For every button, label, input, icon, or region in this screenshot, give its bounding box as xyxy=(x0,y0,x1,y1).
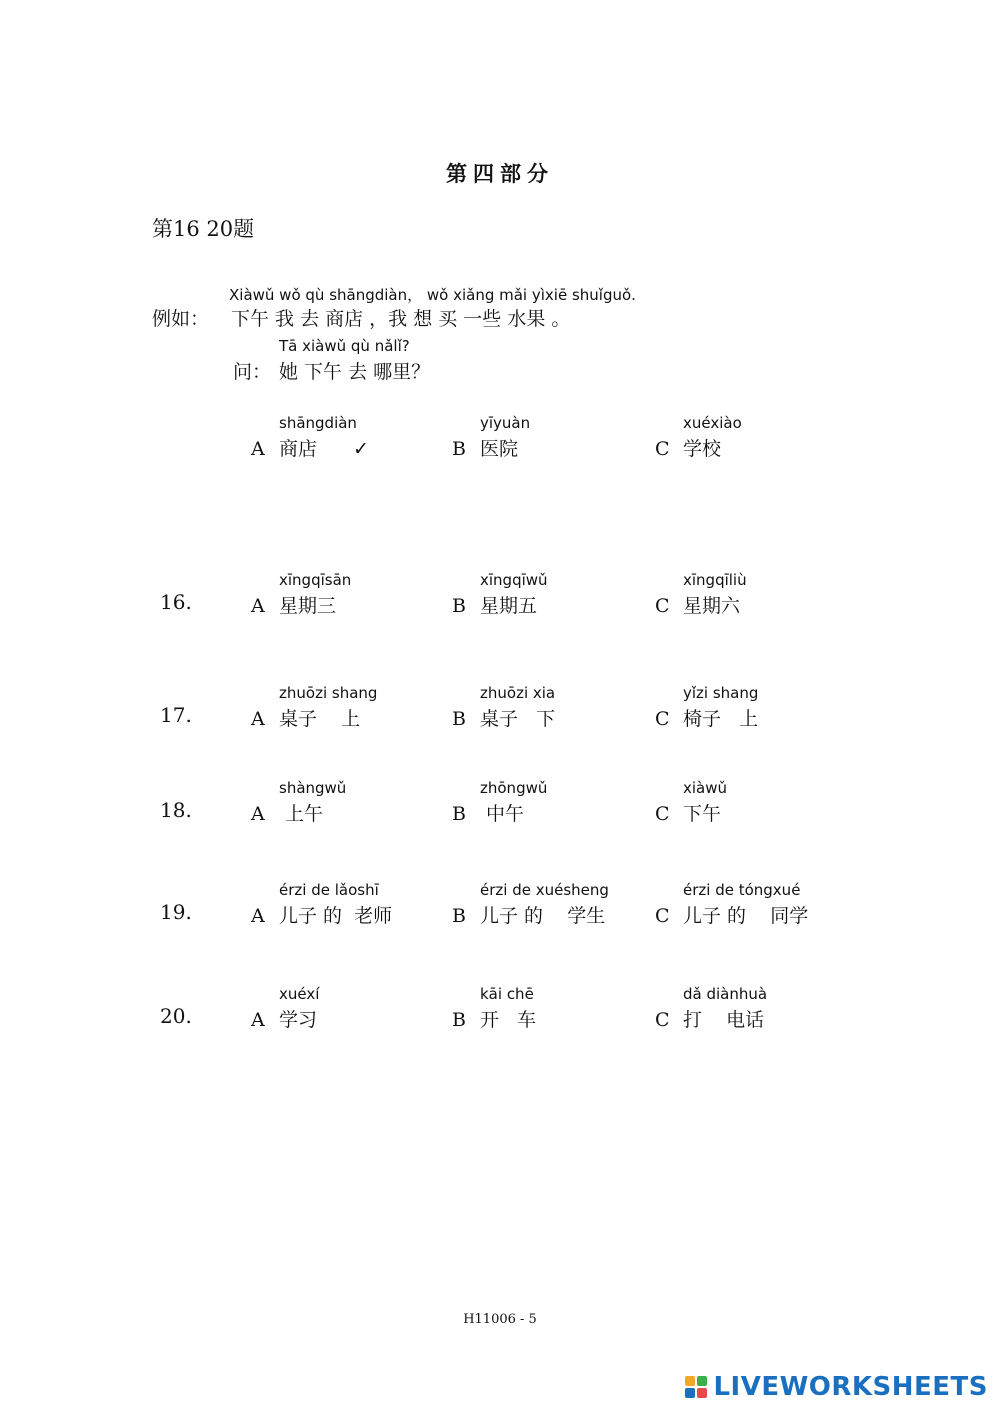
question-16-option-a[interactable] xyxy=(251,571,441,617)
option-letter: A xyxy=(251,1009,265,1031)
logo-text: LIVEWORKSHEETS xyxy=(713,1372,988,1402)
option-hanzi: 桌子 下 xyxy=(480,708,556,730)
option-pinyin: xīngqīliù xyxy=(683,571,747,589)
example-option-b[interactable] xyxy=(452,414,642,460)
question-number: 16. xyxy=(160,590,192,614)
option-text xyxy=(452,704,555,731)
question-19-option-a[interactable] xyxy=(251,881,441,927)
option-letter: B xyxy=(452,905,466,927)
question-17-option-c[interactable] xyxy=(655,684,845,730)
option-text xyxy=(655,591,740,618)
question-number: 20. xyxy=(160,1004,192,1028)
option-text xyxy=(251,799,323,826)
option-letter: A xyxy=(251,438,265,460)
option-text xyxy=(452,901,605,928)
question-19-option-c[interactable] xyxy=(655,881,845,927)
question-19-option-b[interactable] xyxy=(452,881,642,927)
option-letter: B xyxy=(452,803,466,825)
option-pinyin: zhuōzi xia xyxy=(480,684,556,702)
question-20-option-a[interactable] xyxy=(251,985,441,1031)
example-question: 她 下午 去 哪里？ xyxy=(279,361,431,383)
option-hanzi: 学校 xyxy=(683,438,722,460)
option-text xyxy=(251,704,360,731)
question-17-option-b[interactable] xyxy=(452,684,642,730)
option-pinyin: zhōngwǔ xyxy=(480,779,548,797)
option-hanzi: 医院 xyxy=(480,438,519,460)
option-letter: C xyxy=(655,708,670,730)
example-sentence: 下午 我 去 商店 ，我 想 买 一些 水果 。 xyxy=(231,308,571,330)
option-hanzi: 儿子 的 老师 xyxy=(279,905,393,927)
option-letter: A xyxy=(251,708,265,730)
option-text xyxy=(655,799,721,826)
option-pinyin: yǐzi shang xyxy=(683,684,759,702)
option-hanzi: 桌子 上 xyxy=(279,708,361,730)
section-title: 第四部分 xyxy=(446,161,554,186)
question-16-option-b[interactable] xyxy=(452,571,642,617)
checkmark-icon: ✓ xyxy=(353,438,369,460)
option-letter: B xyxy=(452,438,466,460)
question-range: 第16 20题 xyxy=(152,217,255,241)
example-pinyin-line: Xiàwǔ wǒ qù shāngdiàn， wǒ xiǎng mǎi yìxiē shuǐguǒ. xyxy=(229,286,636,304)
option-hanzi: 打 电话 xyxy=(683,1009,765,1031)
option-letter: A xyxy=(251,595,265,617)
question-20-option-b[interactable] xyxy=(452,985,642,1031)
option-pinyin: érzi de xuésheng xyxy=(480,881,609,899)
option-letter: C xyxy=(655,803,670,825)
option-pinyin: shàngwǔ xyxy=(279,779,347,797)
option-pinyin: xīngqīsān xyxy=(279,571,352,589)
question-18-option-a[interactable] xyxy=(251,779,441,825)
option-letter: C xyxy=(655,595,670,617)
option-hanzi: 下午 xyxy=(683,803,722,825)
option-pinyin: xīngqīwǔ xyxy=(480,571,548,589)
option-letter: B xyxy=(452,595,466,617)
example-option-c[interactable] xyxy=(655,414,845,460)
option-text xyxy=(655,1005,764,1032)
example-label: 例如： xyxy=(152,308,210,330)
option-hanzi: 儿子 的 学生 xyxy=(480,905,606,927)
option-hanzi: 椅子 上 xyxy=(683,708,759,730)
option-text xyxy=(655,901,808,928)
option-letter: C xyxy=(655,905,670,927)
question-18-option-c[interactable] xyxy=(655,779,845,825)
option-pinyin: zhuōzi shang xyxy=(279,684,378,702)
option-pinyin: xiàwǔ xyxy=(683,779,728,797)
option-text xyxy=(251,591,336,618)
option-text xyxy=(655,704,758,731)
example-question-label: 问： xyxy=(233,361,272,383)
option-hanzi: 星期三 xyxy=(279,595,337,617)
option-pinyin: yīyuàn xyxy=(480,414,531,432)
option-letter: A xyxy=(251,905,265,927)
option-letter: B xyxy=(452,1009,466,1031)
option-letter: C xyxy=(655,438,670,460)
option-pinyin: xuéxiào xyxy=(683,414,742,432)
option-pinyin: érzi de lǎoshī xyxy=(279,881,379,899)
option-text xyxy=(251,434,369,461)
option-hanzi: 星期六 xyxy=(683,595,741,617)
option-hanzi: 星期五 xyxy=(480,595,538,617)
option-text xyxy=(452,591,537,618)
option-text xyxy=(452,434,518,461)
option-hanzi: 上午 xyxy=(279,803,324,825)
question-17-option-a[interactable] xyxy=(251,684,441,730)
option-text xyxy=(452,1005,536,1032)
option-letter: A xyxy=(251,803,265,825)
question-20-option-c[interactable] xyxy=(655,985,845,1031)
question-18-option-b[interactable] xyxy=(452,779,642,825)
option-text xyxy=(251,1005,317,1032)
question-number: 19. xyxy=(160,900,192,924)
option-letter: B xyxy=(452,708,466,730)
question-number: 18. xyxy=(160,798,192,822)
option-pinyin: xuéxí xyxy=(279,985,320,1003)
option-hanzi: 开 车 xyxy=(480,1009,537,1031)
example-option-a[interactable] xyxy=(251,414,441,460)
option-pinyin: kāi chē xyxy=(480,985,534,1003)
page-footer: H11006 - 5 xyxy=(463,1312,537,1327)
option-hanzi: 中午 xyxy=(480,803,525,825)
option-pinyin: shāngdiàn xyxy=(279,414,357,432)
option-hanzi: 儿子 的 同学 xyxy=(683,905,809,927)
option-hanzi: 商店 xyxy=(279,438,318,460)
option-text xyxy=(251,901,392,928)
option-letter: C xyxy=(655,1009,670,1031)
question-number: 17. xyxy=(160,703,192,727)
question-16-option-c[interactable] xyxy=(655,571,845,617)
option-pinyin: dǎ diànhuà xyxy=(683,985,768,1003)
example-question-pinyin: Tā xiàwǔ qù nǎlǐ? xyxy=(279,337,410,355)
logo-icon xyxy=(685,1376,707,1398)
option-hanzi: 学习 xyxy=(279,1009,318,1031)
option-pinyin: érzi de tóngxué xyxy=(683,881,801,899)
option-text xyxy=(655,434,721,461)
liveworksheets-logo xyxy=(685,1372,988,1402)
option-text xyxy=(452,799,524,826)
